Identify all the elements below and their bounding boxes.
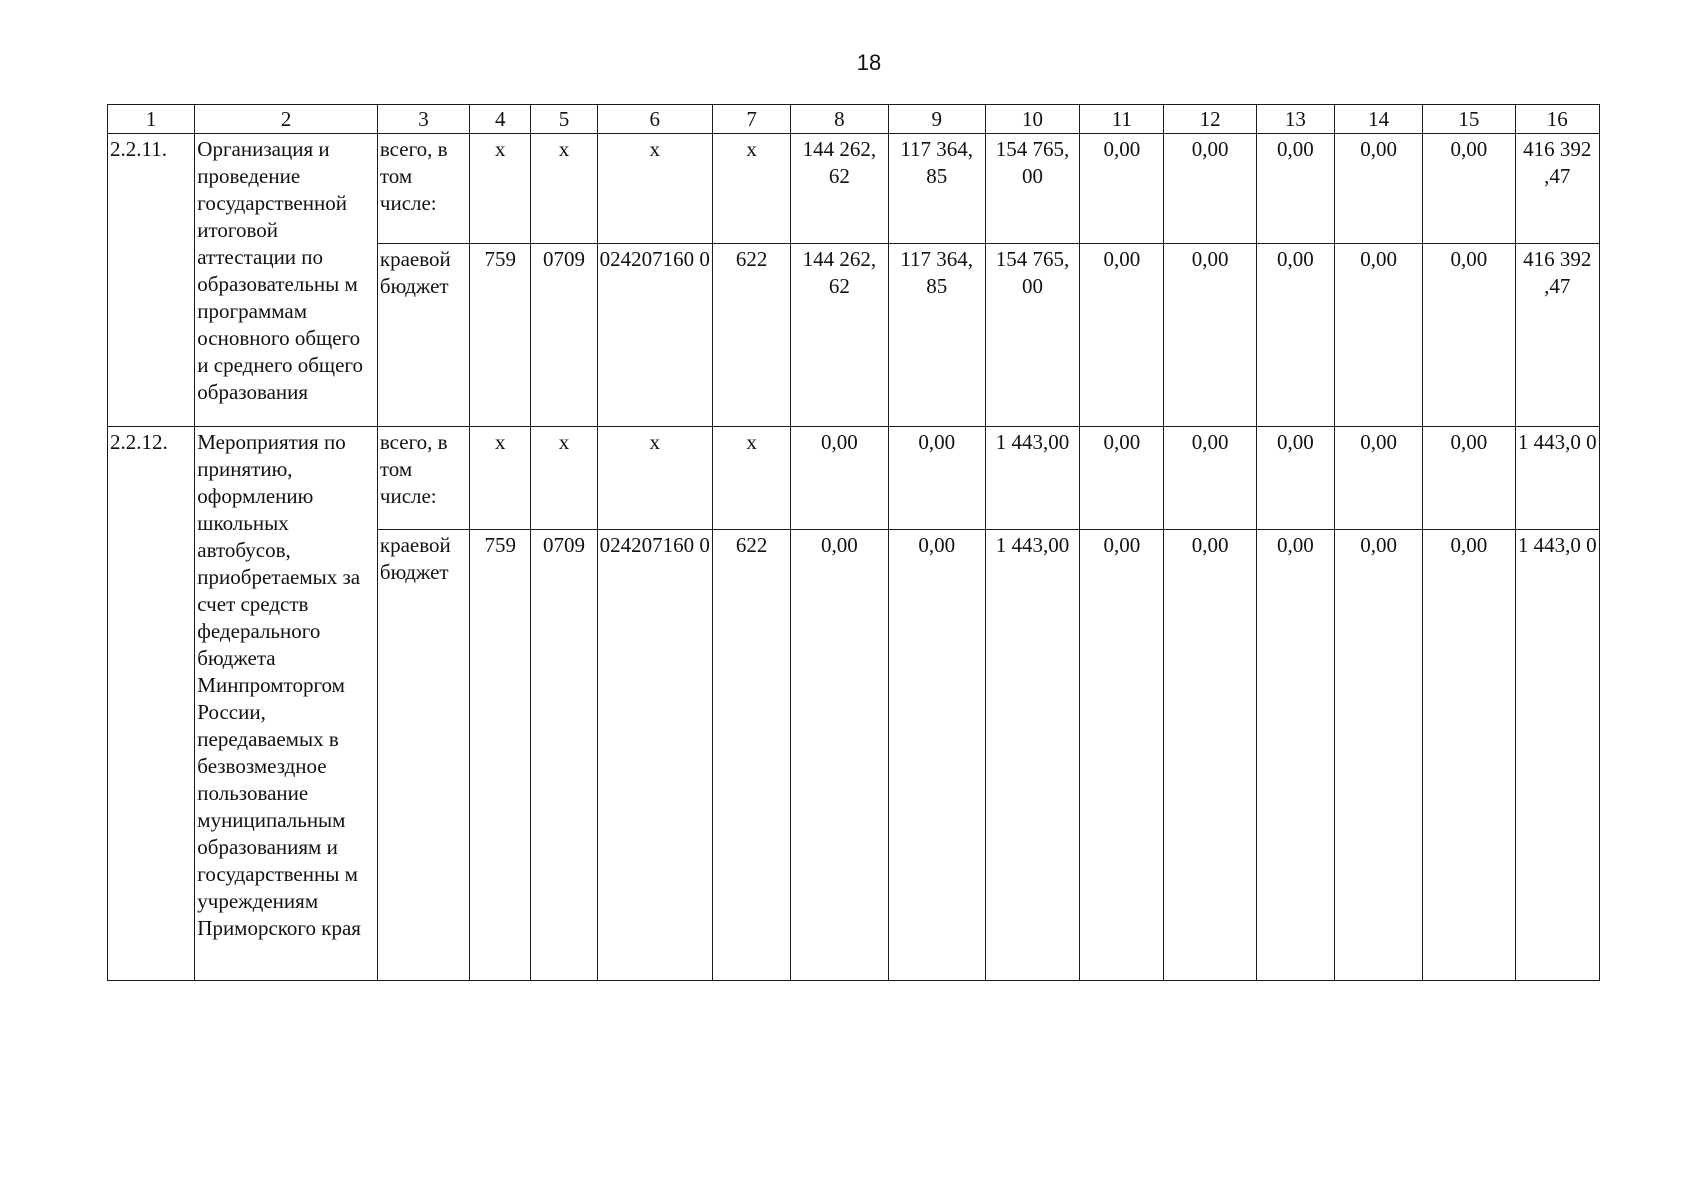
table-cell: 144 262, 62 [791, 134, 888, 244]
table-cell: 416 392 ,47 [1515, 244, 1599, 427]
table-cell: 622 [712, 244, 790, 427]
table-cell: 154 765, 00 [985, 244, 1079, 427]
table-cell: 0,00 [1335, 530, 1423, 981]
column-header: 7 [712, 105, 790, 134]
funding-source: краевой бюджет [377, 530, 469, 981]
table-cell: 0,00 [1164, 530, 1256, 981]
column-header: 3 [377, 105, 469, 134]
table-cell: х [597, 427, 712, 530]
table-cell: 1 443,00 [985, 530, 1079, 981]
row-name: Мероприятия по принятию, оформлению школьных автобусов, приобретаемых за счет средств федерального бюджета Минпромторгом России, передаваемых в безвозмездное пользование муниципальным образованиям и государственны м учреждениям Приморского края [195, 427, 378, 981]
table-cell: 0,00 [1256, 244, 1334, 427]
table-cell: 0,00 [1256, 427, 1334, 530]
table-cell: х [597, 134, 712, 244]
column-header: 1 [108, 105, 195, 134]
table-cell: х [712, 134, 790, 244]
table-row [108, 134, 1600, 244]
table-cell: 0,00 [1335, 244, 1423, 427]
table-cell: 0,00 [1335, 134, 1423, 244]
row-id: 2.2.11. [108, 134, 195, 427]
column-header: 11 [1080, 105, 1164, 134]
table-cell: 0,00 [791, 427, 888, 530]
table-cell: 0,00 [1080, 427, 1164, 530]
column-header: 10 [985, 105, 1079, 134]
table-cell: х [531, 427, 597, 530]
table-cell: 622 [712, 530, 790, 981]
table-cell: 024207160 0 [597, 530, 712, 981]
table-cell: 759 [470, 244, 531, 427]
column-header: 13 [1256, 105, 1334, 134]
table-cell: 144 262, 62 [791, 244, 888, 427]
table-cell: х [712, 427, 790, 530]
table-row [108, 427, 1600, 530]
column-header: 4 [470, 105, 531, 134]
column-header: 8 [791, 105, 888, 134]
table-cell: 1 443,0 0 [1515, 427, 1599, 530]
table-cell: 0,00 [1080, 530, 1164, 981]
column-header: 6 [597, 105, 712, 134]
budget-table [107, 104, 1600, 981]
table-cell: х [470, 427, 531, 530]
column-header: 15 [1423, 105, 1515, 134]
table-cell: 154 765, 00 [985, 134, 1079, 244]
row-name: Организация и проведение государственной итоговой аттестации по образовательны м программам основного общего и среднего общего образования [195, 134, 378, 427]
table-cell: 0,00 [1080, 134, 1164, 244]
column-header: 16 [1515, 105, 1599, 134]
funding-source: всего, в том числе: [377, 134, 469, 244]
table-cell: 0,00 [1256, 530, 1334, 981]
table-cell: х [531, 134, 597, 244]
row-id: 2.2.12. [108, 427, 195, 981]
table-cell: 0,00 [888, 530, 985, 981]
table-cell: 117 364, 85 [888, 134, 985, 244]
header-row [108, 105, 1600, 134]
funding-source: всего, в том числе: [377, 427, 469, 530]
table-cell: 416 392 ,47 [1515, 134, 1599, 244]
table-cell: 0,00 [1164, 244, 1256, 427]
column-header: 9 [888, 105, 985, 134]
table-cell: 759 [470, 530, 531, 981]
table-cell: 0,00 [888, 427, 985, 530]
table-cell: 0,00 [1256, 134, 1334, 244]
column-header: 14 [1335, 105, 1423, 134]
table-cell: 0,00 [1164, 134, 1256, 244]
table-cell: 024207160 0 [597, 244, 712, 427]
table-cell: 0,00 [1423, 530, 1515, 981]
column-header: 2 [195, 105, 378, 134]
table-cell: 0709 [531, 530, 597, 981]
table-cell: 0709 [531, 244, 597, 427]
column-header: 5 [531, 105, 597, 134]
table-cell: 0,00 [1164, 427, 1256, 530]
table-cell: 0,00 [791, 530, 888, 981]
table-cell: 0,00 [1423, 427, 1515, 530]
table-cell: 0,00 [1423, 244, 1515, 427]
page-number: 18 [856, 50, 882, 75]
table-cell: 0,00 [1080, 244, 1164, 427]
table-cell: 0,00 [1335, 427, 1423, 530]
column-header: 12 [1164, 105, 1256, 134]
table-cell: 117 364, 85 [888, 244, 985, 427]
table-cell: 1 443,00 [985, 427, 1079, 530]
table-cell: 1 443,0 0 [1515, 530, 1599, 981]
table-cell: х [470, 134, 531, 244]
funding-source: краевой бюджет [377, 244, 469, 427]
table-cell: 0,00 [1423, 134, 1515, 244]
